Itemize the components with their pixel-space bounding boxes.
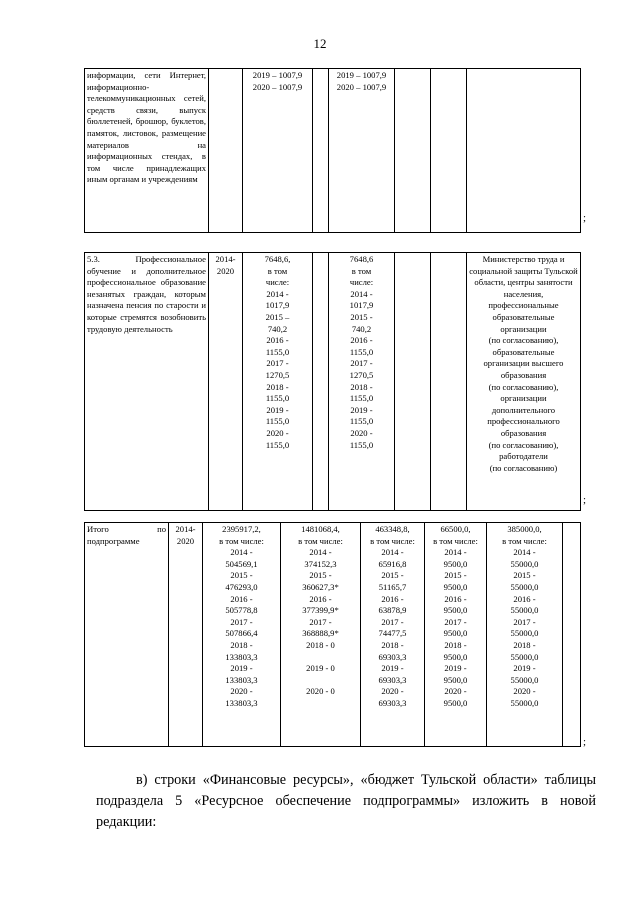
regional-budget-cell: 463348,8, в том числе: 2014 - 65916,8 2015 - 51165,7 2016 - 63878,9 2017 - 74477,5 2018 - 69303,3 2019 - 69303,3 2020 - 69303,3 [361, 523, 425, 747]
period-cell: 2014- 2020 [169, 523, 203, 747]
municipal-budget-cell: 66500,0, в том числе: 2014 - 9500,0 2015 - 9500,0 2016 - 9500,0 2017 - 9500,0 2018 - 9500,0 2019 - 9500,0 2020 - 9500,0 [425, 523, 487, 747]
period-cell: 2014- 2020 [209, 253, 243, 511]
federal-budget-cell [313, 69, 329, 233]
regional-budget-cell: 7648,6 в том числе: 2014 - 1017,9 2015 - 740,2 2016 - 1155,0 2017 - 1270,5 2018 - 1155,0 2019 - 1155,0 2020 - 1155,0 [329, 253, 395, 511]
table-row-5-3 [84, 252, 581, 511]
municipal-budget-cell [395, 69, 431, 233]
page-number: 12 [313, 36, 327, 51]
activity-cell: информации, сети Интернет, информационно-телекоммуникационных сетей, средств связи, выпуск бюллетеней, брошюр, буклетов, памяток, листовок, размещение материалов на информационных стендах, в том числе принадлежащих иным органам и учреждениям [85, 69, 209, 233]
period-cell [209, 69, 243, 233]
extrabudget-cell [431, 69, 467, 233]
federal-budget-cell: 1481068,4, в том числе: 2014 - 374152,3 2015 - 360627,3* 2016 - 377399,9* 2017 - 368888,9* 2018 - 0 2019 - 0 2020 - 0 [281, 523, 361, 747]
total-funding-cell: 2395917,2, в том числе: 2014 - 504569,1 2015 - 476293,0 2016 - 505778,8 2017 - 507866,4 2018 - 133803,3 2019 - 133803,3 2020 - 133803,3 [203, 523, 281, 747]
activity-cell: 5.3. Профессиональное обучение и дополнительное профессиональное образование незанятых граждан, которым назначена пенсия по старости и которые стремятся возобновить трудовую деятельность [85, 253, 209, 511]
table-continued-row [84, 68, 581, 233]
total-label-cell: Итого по подпрограмме [85, 523, 169, 747]
empty-cell [563, 523, 581, 747]
instruction-paragraph: в) строки «Финансовые ресурсы», «бюджет Тульской области» таблицы подраздела 5 «Ресурсное обеспечение подпрограммы» изложить в новой редакции: [96, 772, 596, 830]
municipal-budget-cell [395, 253, 431, 511]
row-terminator: ; [583, 736, 587, 748]
extrabudget-cell: 385000,0, в том числе: 2014 - 55000,0 2015 - 55000,0 2016 - 55000,0 2017 - 55000,0 2018 - 55000,0 2019 - 55000,0 2020 - 55000,0 [487, 523, 563, 747]
total-funding-cell: 2019 – 1007,9 2020 – 1007,9 [243, 69, 313, 233]
table-subprogram-total [84, 522, 581, 747]
federal-budget-cell [313, 253, 329, 511]
regional-budget-cell: 2019 – 1007,9 2020 – 1007,9 [329, 69, 395, 233]
row-terminator: ; [583, 212, 587, 224]
row-terminator: ; [583, 494, 587, 506]
total-funding-cell: 7648,6, в том числе: 2014 - 1017,9 2015 – 740,2 2016 - 1155,0 2017 - 1270,5 2018 - 1155,0 2019 - 1155,0 2020 - 1155,0 [243, 253, 313, 511]
executor-cell [467, 69, 581, 233]
executor-cell: Министерство труда и социальной защиты Тульской области, центры занятости населения, профессиональные образовательные организации (по согласованию), образовательные организации высшего образования (по согласованию), организации дополнительного профессионального образования (по согласованию), работодатели (по согласованию) [467, 253, 581, 511]
extrabudget-cell [431, 253, 467, 511]
